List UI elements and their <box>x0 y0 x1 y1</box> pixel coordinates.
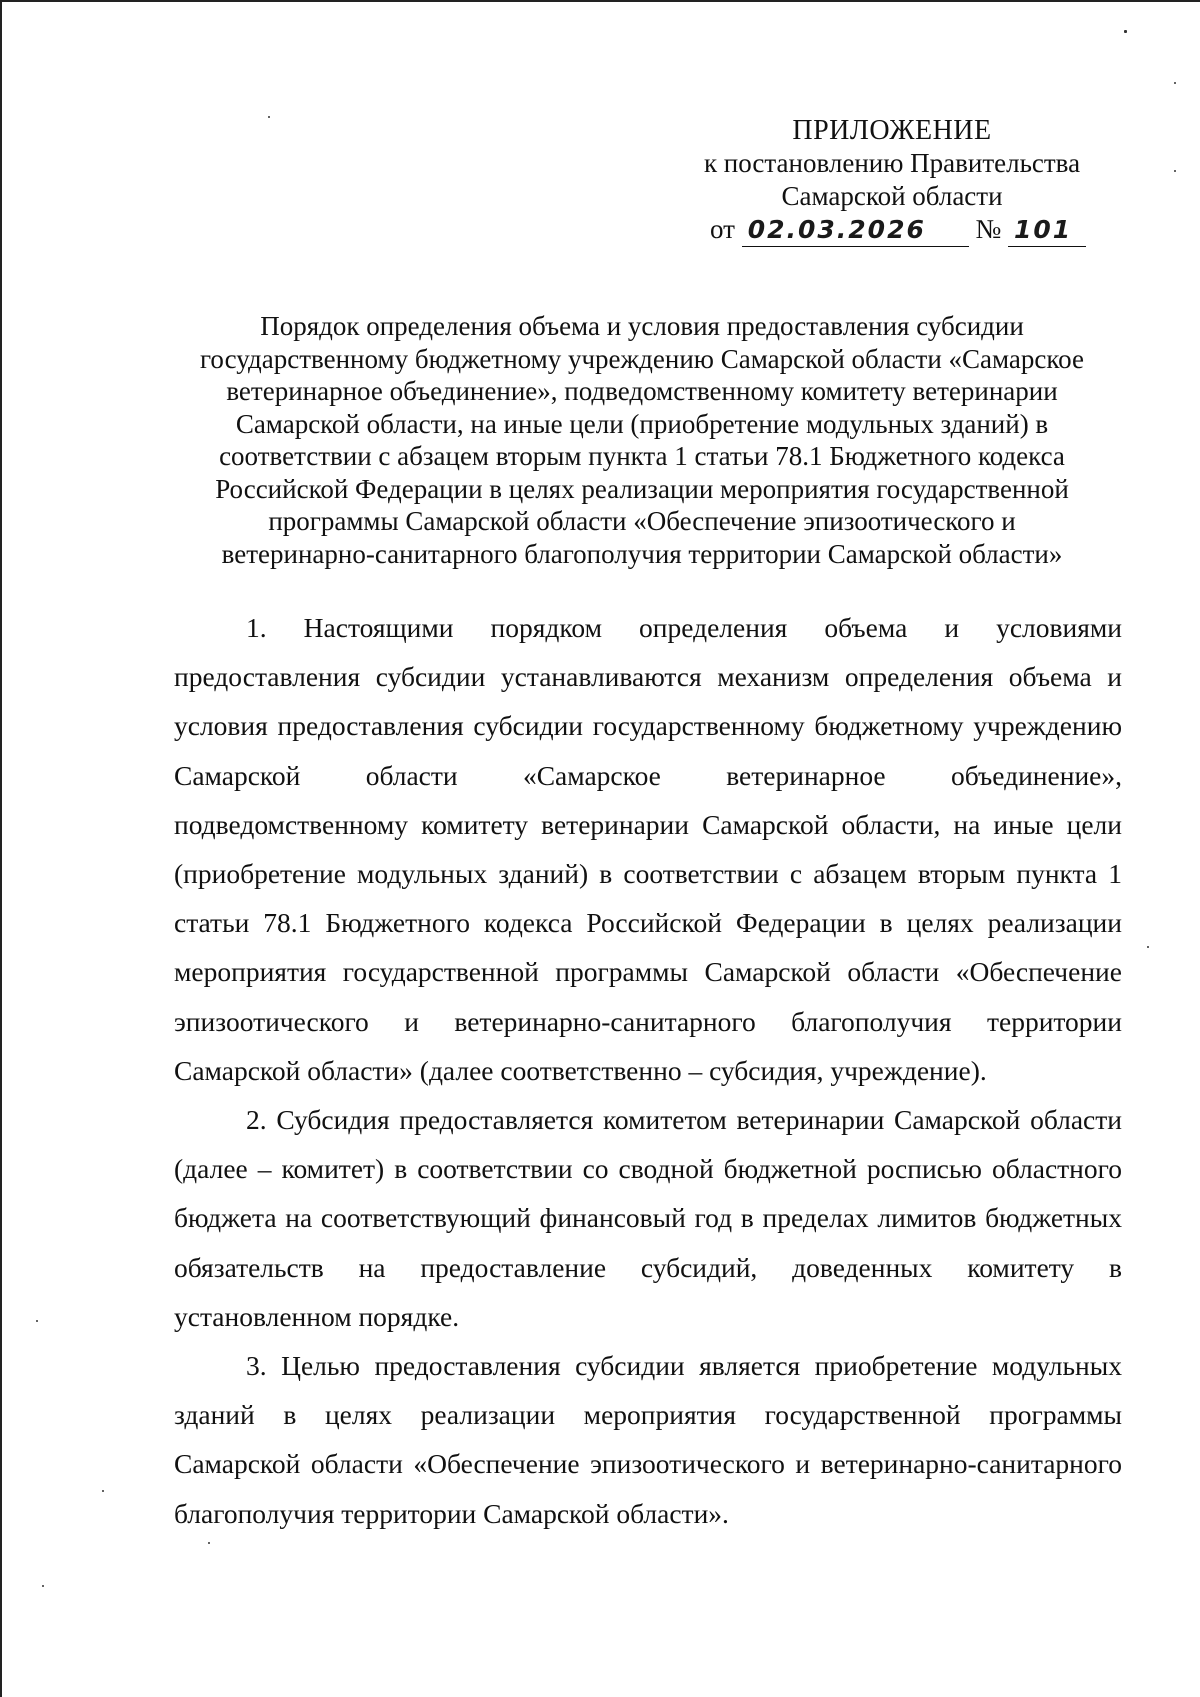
scan-speck <box>268 116 270 118</box>
paragraph-3: 3. Целью предоставления субсидии является приобретение модульных зданий в целях реализации мероприятия государственной программы Самарской области «Обеспечение эпизоотического и ветеринарно-санитарного благополучия территории Самарской области». <box>174 1350 1122 1529</box>
heading-line: Российской Федерации в целях реализации мероприятия государственной <box>215 473 1069 504</box>
heading-line: Самарской области, на иные цели (приобретение модульных зданий) в <box>235 408 1049 439</box>
handwritten-date: 02.03.2026 <box>742 213 969 247</box>
scan-speck <box>208 1542 210 1544</box>
scan-speck <box>1174 170 1176 172</box>
scan-speck <box>36 1320 38 1322</box>
heading-line: соответствии с абзацем вторым пункта 1 статьи 78.1 Бюджетного кодекса <box>219 441 1065 471</box>
heading-line: программы Самарской области «Обеспечение эпизоотического и <box>268 506 1016 536</box>
scan-speck <box>42 1585 44 1587</box>
handwritten-number: 101 <box>1008 213 1086 247</box>
scan-speck <box>102 1490 104 1492</box>
appendix-block <box>652 114 1132 247</box>
heading-line: ветеринарно-санитарного благополучия территории Самарской области» <box>221 538 1063 569</box>
heading-line: Порядок определения объема и условия предоставления субсидии <box>260 311 1024 341</box>
heading-line: ветеринарное объединение», подведомственному комитету ветеринарии <box>226 376 1058 406</box>
appendix-title: ПРИЛОЖЕНИЕ <box>792 115 992 146</box>
document-heading <box>162 310 1122 570</box>
appendix-resolution-line: к постановлению Правительства <box>703 148 1081 178</box>
paragraph-2: 2. Субсидия предоставляется комитетом ветеринарии Самарской области (далее – комитет) в соответствии со сводной бюджетной росписью областного бюджета на соответствующий финансовый год в пределах лимитов бюджетных обязательств на предоставление субсидий, доведенных комитету в установленном порядке. <box>174 1104 1122 1332</box>
date-prefix: от <box>710 214 735 244</box>
scan-speck <box>1147 946 1149 948</box>
scan-speck <box>1124 30 1127 33</box>
scan-speck <box>1174 82 1176 84</box>
paragraph-1: 1. Настоящими порядком определения объема и условиями предоставления субсидии устанавливаются механизм определения объема и условия предоставления субсидии государственному бюджетному учреждению Самарской области «Самарское ветеринарное объединение», подведомственному комитету ветеринарии Самарской области, на иные цели (приобретение модульных зданий) в соответствии с абзацем вторым пункта 1 статьи 78.1 Бюджетного кодекса Российской Федерации в целях реализации мероприятия государственной программы Самарской области «Обеспечение эпизоотического и ветеринарно-санитарного благополучия территории Самарской области» (далее соответственно – субсидия, учреждение). <box>174 612 1122 1086</box>
heading-line: государственному бюджетному учреждению Самарской области «Самарское <box>200 343 1084 374</box>
appendix-date-number-line <box>652 213 1132 247</box>
number-prefix: № <box>975 214 1002 244</box>
document-body <box>174 603 1122 1538</box>
appendix-region-line: Самарской области <box>781 181 1003 211</box>
